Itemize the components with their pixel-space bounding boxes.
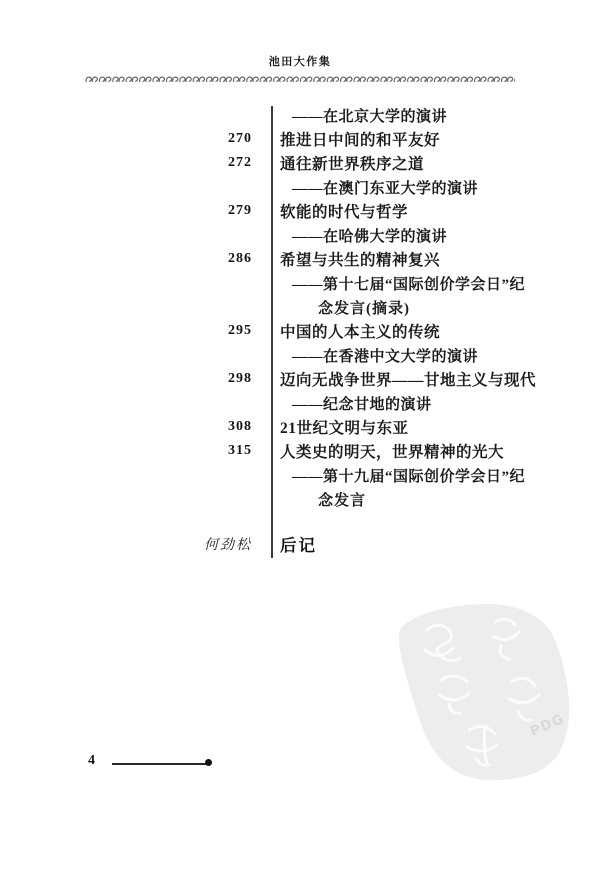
watermark-label: PDG	[527, 709, 568, 739]
toc-sub-entry-wrap: 念发言(摘录)	[318, 300, 410, 317]
postscript-author: 何劲松	[204, 538, 252, 553]
toc-entry-title: 人类史的明天，世界精神的光大	[280, 444, 505, 461]
toc-row	[0, 295, 600, 319]
toc-row	[0, 487, 600, 511]
toc-sub-entry: ——在香港中文大学的演讲	[292, 348, 479, 365]
toc-sub-entry: ——第十九届“国际创价学会日”纪	[292, 468, 526, 485]
toc-row	[0, 199, 600, 223]
toc-row	[0, 175, 600, 199]
toc-entry-title: 迈向无战争世界——甘地主义与现代	[280, 372, 537, 389]
toc-row	[0, 415, 600, 439]
toc-sub-entry: ——第十七届“国际创价学会日”纪	[292, 276, 526, 293]
toc-row	[0, 391, 600, 415]
toc-row	[0, 439, 600, 463]
toc-row	[0, 367, 600, 391]
toc-page-number: 295	[228, 323, 252, 338]
toc-row	[0, 127, 600, 151]
toc-entry-title: 软能的时代与哲学	[280, 204, 409, 221]
toc-page-number: 308	[228, 419, 252, 434]
book-title: 池田大作集	[268, 56, 332, 68]
postscript-row	[0, 531, 600, 557]
toc-row	[0, 271, 600, 295]
toc-page-number: 272	[228, 155, 252, 170]
postscript-title: 后记	[280, 536, 317, 555]
toc-entry-title: 推进日中间的和平友好	[280, 132, 441, 149]
toc-row	[0, 223, 600, 247]
toc-entry-title: 希望与共生的精神复兴	[280, 252, 441, 269]
toc-sub-entry: ——在哈佛大学的演讲	[292, 228, 448, 245]
toc-sub-entry: ——在澳门东亚大学的演讲	[292, 180, 479, 197]
toc-page-number: 315	[228, 443, 252, 458]
table-of-contents	[0, 103, 600, 511]
toc-row	[0, 151, 600, 175]
page-number: 4	[88, 753, 95, 768]
pdg-watermark	[385, 598, 580, 793]
footer-rule	[112, 763, 208, 765]
toc-entry-title: 通往新世界秩序之道	[280, 156, 425, 173]
toc-entry-title: 中国的人本主义的传统	[280, 324, 441, 341]
toc-row	[0, 463, 600, 487]
toc-page-number: 279	[228, 203, 252, 218]
decorative-meander-border	[85, 74, 515, 84]
toc-sub-entry: ——在北京大学的演讲	[292, 108, 448, 125]
toc-sub-entry-wrap: 念发言	[318, 492, 367, 509]
toc-page-number: 270	[228, 131, 252, 146]
footer-rule-end-dot	[205, 759, 212, 766]
toc-row	[0, 103, 600, 127]
toc-sub-entry: ——纪念甘地的演讲	[292, 396, 432, 413]
toc-row	[0, 319, 600, 343]
toc-page-number: 298	[228, 371, 252, 386]
toc-row	[0, 247, 600, 271]
toc-row	[0, 343, 600, 367]
toc-entry-title: 21世纪文明与东亚	[280, 420, 409, 437]
toc-page-number: 286	[228, 251, 252, 266]
